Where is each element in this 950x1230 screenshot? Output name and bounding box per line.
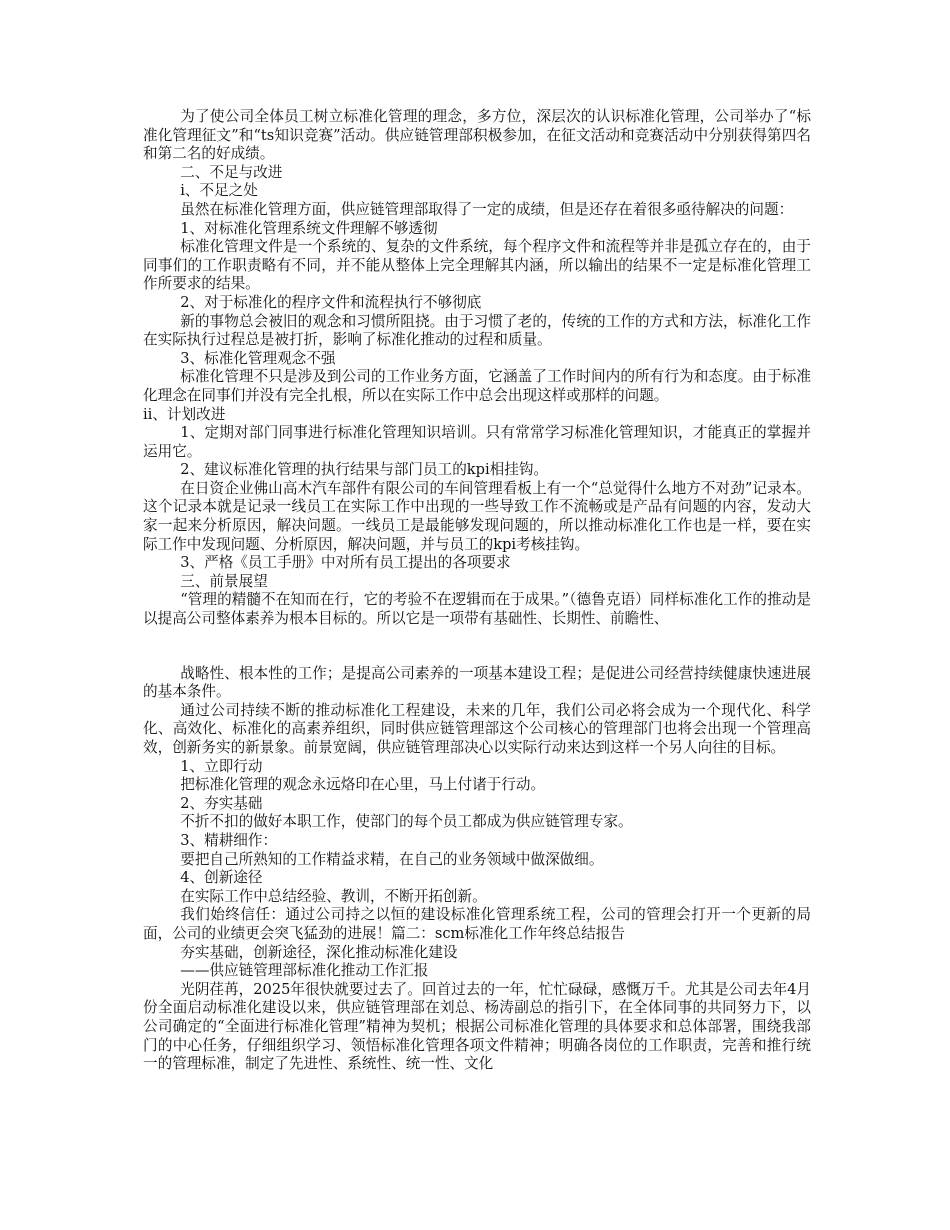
paragraph: 我们始终信任：通过公司持之以恒的建设标准化管理系统工程，公司的管理会打开一个更新的局面，公司的业绩更会突飞猛劲的进展！篇二：scm标准化工作年终总结报告 (143, 906, 811, 942)
paragraph: ⅰ、不足之处 (180, 182, 258, 200)
paragraph: 通过公司持续不断的推动标准化工程建设，未来的几年，我们公司必将会成为一个现代化、科学化、高效化、标准化的高素养组织，同时供应链管理部这个公司核心的管理部门也将会出现一个管理高效，创新务实的新景象。前景宽阔，供应链管理部决心以实际行动来达到这样一个另人向往的目标。 (143, 701, 811, 756)
paragraph: 在实际工作中总结经验、教训，不断开拓创新。 (180, 887, 487, 905)
paragraph: 战略性、根本性的工作；是提高公司素养的一项基本建设工程；是促进公司经营持续健康快速进展的基本条件。 (143, 664, 811, 701)
paragraph: 2、夯实基础 (180, 794, 263, 812)
paragraph: ——供应链管理部标准化推动工作汇报 (180, 962, 429, 980)
page-break-gap (143, 629, 811, 665)
paragraph: 1、立即行动 (180, 757, 263, 775)
paragraph: 3、标准化管理观念不强 (180, 349, 336, 367)
paragraph: 2、建议标准化管理的执行结果与部门员工的kpi相挂钩。 (180, 461, 549, 479)
paragraph: 标准化管理文件是一个系统的、复杂的文件系统，每个程序文件和流程等并非是孤立存在的，由于同事们的工作职责略有不同，并不能从整体上完全理解其内涵，所以输出的结果不一定是标准化管理工作所要求的结果。 (143, 238, 811, 293)
paragraph: 不折不扣的做好本职工作，使部门的每个员工都成为供应链管理专家。 (180, 813, 633, 831)
paragraph: 标准化管理不只是涉及到公司的工作业务方面，它涵盖了工作时间内的所有行为和态度。由于标准化理念在同事们并没有完全扎根，所以在实际工作中总会出现这样或那样的问题。 (143, 368, 811, 404)
paragraph: 新的事物总会被旧的观念和习惯所阻挠。由于习惯了老的，传统的工作的方式和方法，标准化工作在实际执行过程总是被打折，影响了标准化推动的过程和质量。 (143, 312, 811, 349)
paragraph: 为了使公司全体员工树立标准化管理的理念，多方位，深层次的认识标准化管理，公司举办了“标准化管理征文”和“ts知识竞赛”活动。供应链管理部积极参加，在征文活动和竞赛活动中分别获得第四名和第二名的好成绩。 (143, 108, 811, 163)
paragraph: 光阴荏苒，2025年很快就要过去了。回首过去的一年，忙忙碌碌，感慨万千。尤其是公司去年4月份全面启动标准化建设以来，供应链管理部在刘总、杨涛副总的指引下，在全体同事的共同努力下，以公司确定的“全面进行标准化管理”精神为契机；根据公司标准化管理的具体要求和总体部署，围绕我部门的中心任务，仔细组织学习、领悟标准化管理各项文件精神；明确各岗位的工作职责，完善和推行统一的管理标准，制定了先进性、系统性、统一性、文化 (143, 980, 811, 1073)
paragraph: 3、精耕细作： (180, 831, 278, 849)
paragraph: 把标准化管理的观念永远烙印在心里，马上付诸于行动。 (180, 776, 546, 794)
paragraph: 要把自己所熟知的工作精益求精，在自己的业务领域中做深做细。 (180, 850, 604, 868)
paragraph: 2、对于标准化的程序文件和流程执行不够彻底 (180, 293, 482, 311)
document-page (143, 108, 811, 1074)
paragraph: 二、不足与改进 (180, 163, 283, 181)
paragraph: 虽然在标准化管理方面，供应链管理部取得了一定的成绩，但是还存在着很多亟待解决的问题： (180, 200, 794, 218)
paragraph: 夯实基础，创新途径，深化推动标准化建设 (180, 943, 458, 961)
paragraph: 1、定期对部门同事进行标准化管理知识培训。只有常常学习标准化管理知识，才能真正的掌握并运用它。 (143, 424, 811, 460)
paragraph: 三、前景展望 (180, 572, 268, 590)
paragraph: 4、创新途径 (180, 869, 263, 887)
paragraph: “管理的精髓不在知而在行，它的考验不在逻辑而在于成果。”（德鲁克语）同样标准化工作的推动是以提高公司整体素养为根本目标的。所以它是一项带有基础性、长期性、前瞻性、 (143, 591, 811, 628)
paragraph: 1、对标准化管理系统文件理解不够透彻 (180, 219, 438, 237)
paragraph: 在日资企业佛山高木汽车部件有限公司的车间管理看板上有一个“总觉得什么地方不对劲”记录本。这个记录本就是记录一线员工在实际工作中出现的一些导致工作不流畅或是产品有问题的内容，发动大家一起来分析原因，解决问题。一线员工是最能够发现问题的，所以推动标准化工作也是一样，要在实际工作中发现问题、分析原因，解决问题，并与员工的kpi考核挂钩。 (143, 479, 811, 553)
paragraph: 3、严格《员工手册》中对所有员工提出的各项要求 (180, 554, 511, 572)
paragraph: ⅱ、计划改进 (143, 405, 226, 423)
